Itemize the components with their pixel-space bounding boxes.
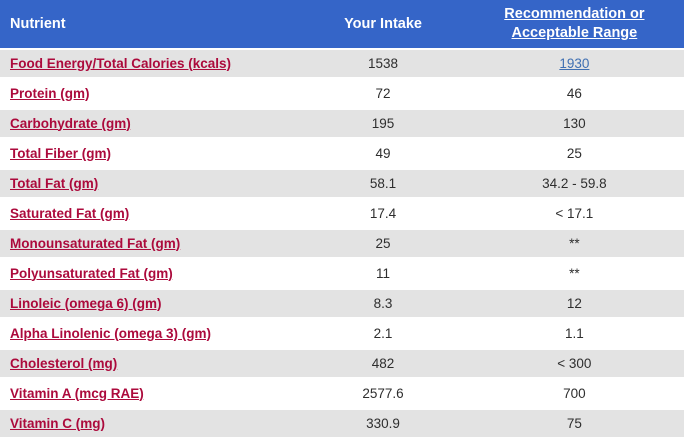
- recommendation-value: < 300: [557, 356, 592, 371]
- table-header-row: [0, 0, 684, 50]
- table-row: [0, 410, 684, 438]
- table-row: [0, 200, 684, 230]
- nutrient-cell: [0, 295, 287, 313]
- table-row: [0, 290, 684, 320]
- recommendation-value: 1.1: [564, 326, 584, 341]
- intake-value: 49: [375, 146, 391, 161]
- nutrient-link[interactable]: Monounsaturated Fat (gm): [10, 235, 181, 251]
- nutrient-link[interactable]: Food Energy/Total Calories (kcals): [10, 55, 232, 71]
- table-row: [0, 140, 684, 170]
- recommendation-value: 46: [566, 86, 582, 101]
- nutrient-cell: [0, 415, 287, 433]
- table-row: [0, 170, 684, 200]
- table-row: [0, 320, 684, 350]
- nutrient-link[interactable]: Carbohydrate (gm): [10, 115, 131, 131]
- intake-value: 17.4: [369, 206, 397, 221]
- intake-value: 2577.6: [362, 386, 404, 401]
- nutrient-cell: [0, 385, 287, 403]
- nutrient-link[interactable]: Cholesterol (mg): [10, 355, 118, 371]
- column-header-your-intake: Your Intake: [344, 15, 422, 32]
- nutrient-cell: [0, 55, 287, 73]
- nutrient-cell: [0, 265, 287, 283]
- table-body: [0, 50, 684, 438]
- nutrient-link[interactable]: Total Fiber (gm): [10, 145, 111, 161]
- recommendation-value: < 17.1: [555, 206, 594, 221]
- recommendation-value: **: [569, 266, 580, 281]
- nutrient-link[interactable]: Total Fat (gm): [10, 175, 99, 191]
- intake-value: 1538: [368, 56, 399, 71]
- table-row: [0, 260, 684, 290]
- column-header-nutrient: Nutrient: [10, 15, 66, 32]
- nutrient-cell: [0, 235, 287, 253]
- intake-value: 72: [375, 86, 391, 101]
- recommendation-link[interactable]: 1930: [559, 56, 590, 71]
- nutrient-link[interactable]: Alpha Linolenic (omega 3) (gm): [10, 325, 212, 341]
- table-row: [0, 110, 684, 140]
- table-row: [0, 380, 684, 410]
- nutrient-link[interactable]: Polyunsaturated Fat (gm): [10, 265, 173, 281]
- nutrient-cell: [0, 145, 287, 163]
- nutrient-cell: [0, 355, 287, 373]
- intake-value: 25: [375, 236, 391, 251]
- intake-value: 2.1: [373, 326, 393, 341]
- nutrient-cell: [0, 175, 287, 193]
- nutrient-cell: [0, 325, 287, 343]
- recommendation-value: 34.2 - 59.8: [542, 176, 607, 191]
- recommendation-value: 12: [566, 296, 582, 311]
- recommendation-value: 130: [563, 116, 586, 131]
- table-row: [0, 350, 684, 380]
- column-header-recommendation-link[interactable]: Recommendation or Acceptable Range: [504, 6, 645, 41]
- recommendation-value: [479, 56, 684, 71]
- recommendation-value: 25: [566, 146, 582, 161]
- recommendation-value: 75: [566, 416, 582, 431]
- nutrient-link[interactable]: Vitamin A (mcg RAE): [10, 385, 144, 401]
- nutrient-link[interactable]: Saturated Fat (gm): [10, 205, 130, 221]
- recommendation-value: **: [569, 236, 580, 251]
- table-row: [0, 50, 684, 80]
- recommendation-value: 700: [563, 386, 586, 401]
- intake-value: 11: [376, 266, 391, 281]
- table-row: [0, 230, 684, 260]
- intake-value: 8.3: [373, 296, 393, 311]
- intake-value: 195: [371, 116, 395, 131]
- column-header-recommendation: [479, 5, 684, 43]
- nutrient-cell: [0, 85, 287, 103]
- intake-value: 482: [371, 356, 395, 371]
- nutrient-cell: [0, 205, 287, 223]
- nutrient-link[interactable]: Protein (gm): [10, 85, 90, 101]
- nutrient-cell: [0, 115, 287, 133]
- table-row: [0, 80, 684, 110]
- nutrient-link[interactable]: Linoleic (omega 6) (gm): [10, 295, 162, 311]
- intake-value: 330.9: [366, 416, 400, 431]
- nutrient-link[interactable]: Vitamin C (mg): [10, 415, 106, 431]
- intake-value: 58.1: [369, 176, 397, 191]
